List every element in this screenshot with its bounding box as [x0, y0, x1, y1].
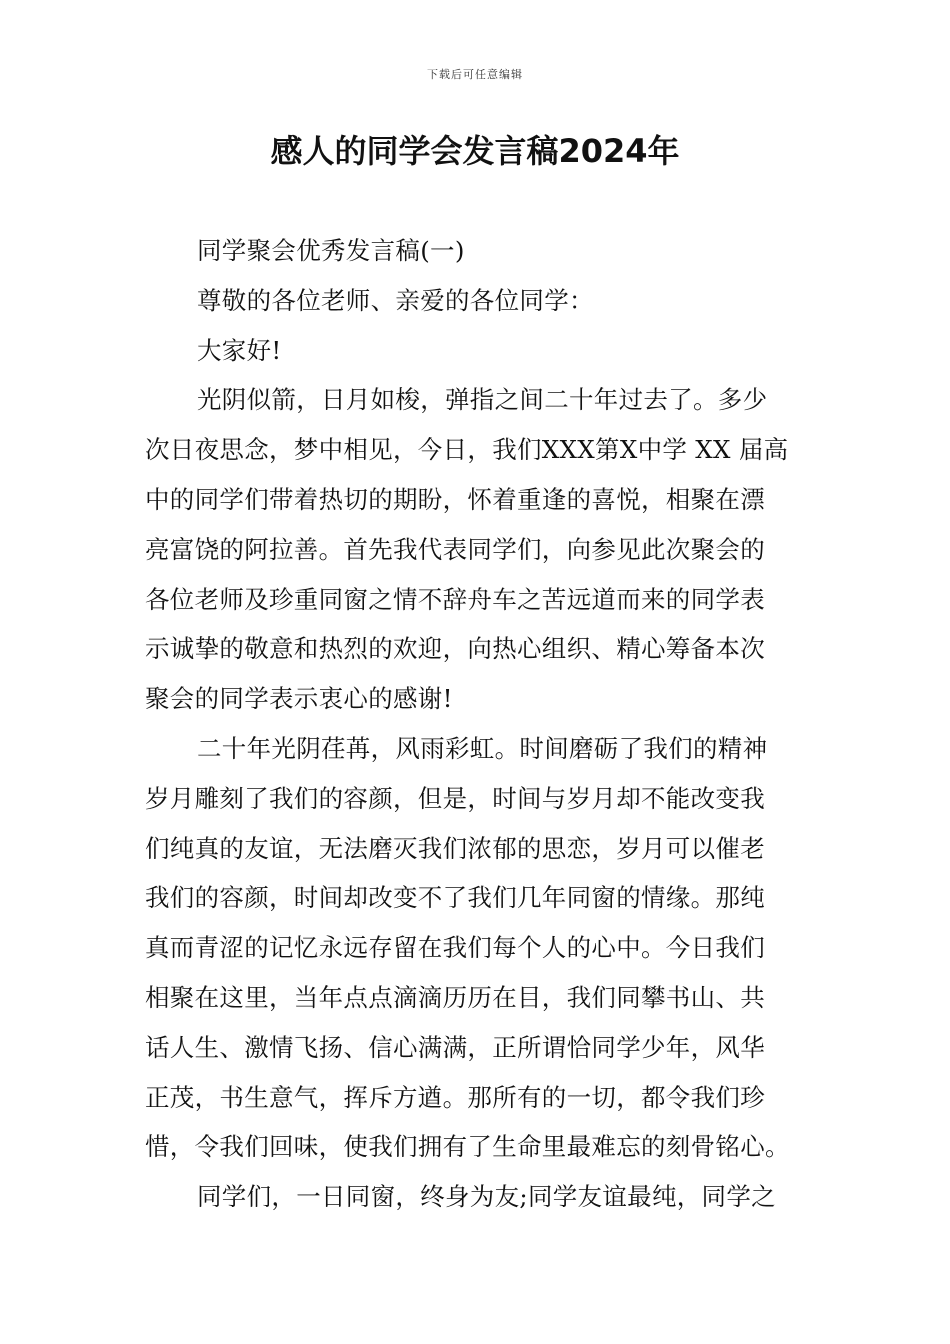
body-line: 光阴似箭，日月如梭，弹指之间二十年过去了。多少	[197, 385, 768, 415]
body-line: 中的同学们带着热切的期盼，怀着重逢的喜悦，相聚在漂	[145, 484, 765, 514]
body-line: 次日夜思念，梦中相见，今日，我们XXX第X中学 XX 届高	[145, 435, 789, 465]
body-line: 真而青涩的记忆永远存留在我们每个人的心中。今日我们	[145, 933, 765, 963]
document-title: 感人的同学会发言稿2024年	[270, 132, 680, 170]
body-line: 岁月雕刻了我们的容颜，但是，时间与岁月却不能改变我	[145, 783, 765, 813]
body-line: 相聚在这里，当年点点滴滴历历在目，我们同攀书山、共	[145, 982, 765, 1012]
document-body	[145, 226, 807, 1222]
body-line: 正茂，书生意气，挥斥方遒。那所有的一切，都令我们珍	[145, 1082, 765, 1112]
body-line: 示诚挚的敬意和热烈的欢迎，向热心组织、精心筹备本次	[145, 634, 765, 664]
body-line: 们纯真的友谊，无法磨灭我们浓郁的思恋，岁月可以催老	[145, 833, 765, 863]
body-line: 同学们，一日同窗，终身为友;同学友谊最纯，同学之	[197, 1182, 776, 1212]
body-line: 各位老师及珍重同窗之情不辞舟车之苦远道而来的同学表	[145, 584, 765, 614]
body-line: 尊敬的各位老师、亲爱的各位同学：	[197, 285, 594, 315]
body-line: 大家好!	[197, 335, 282, 365]
body-line: 亮富饶的阿拉善。首先我代表同学们，向参见此次聚会的	[145, 534, 765, 564]
body-line: 我们的容颜，时间却改变不了我们几年同窗的情缘。那纯	[145, 883, 765, 913]
body-line: 惜，令我们回味，使我们拥有了生命里最难忘的刻骨铭心。	[145, 1132, 790, 1162]
body-line: 二十年光阴荏苒，风雨彩虹。时间磨砺了我们的精神	[197, 733, 768, 763]
body-line: 同学聚会优秀发言稿(一)	[197, 236, 465, 265]
body-line: 话人生、激情飞扬、信心满满，正所谓恰同学少年，风华	[145, 1032, 765, 1062]
body-line: 聚会的同学表示衷心的感谢!	[145, 684, 453, 714]
download-note: 下载后可任意编辑	[427, 68, 523, 81]
